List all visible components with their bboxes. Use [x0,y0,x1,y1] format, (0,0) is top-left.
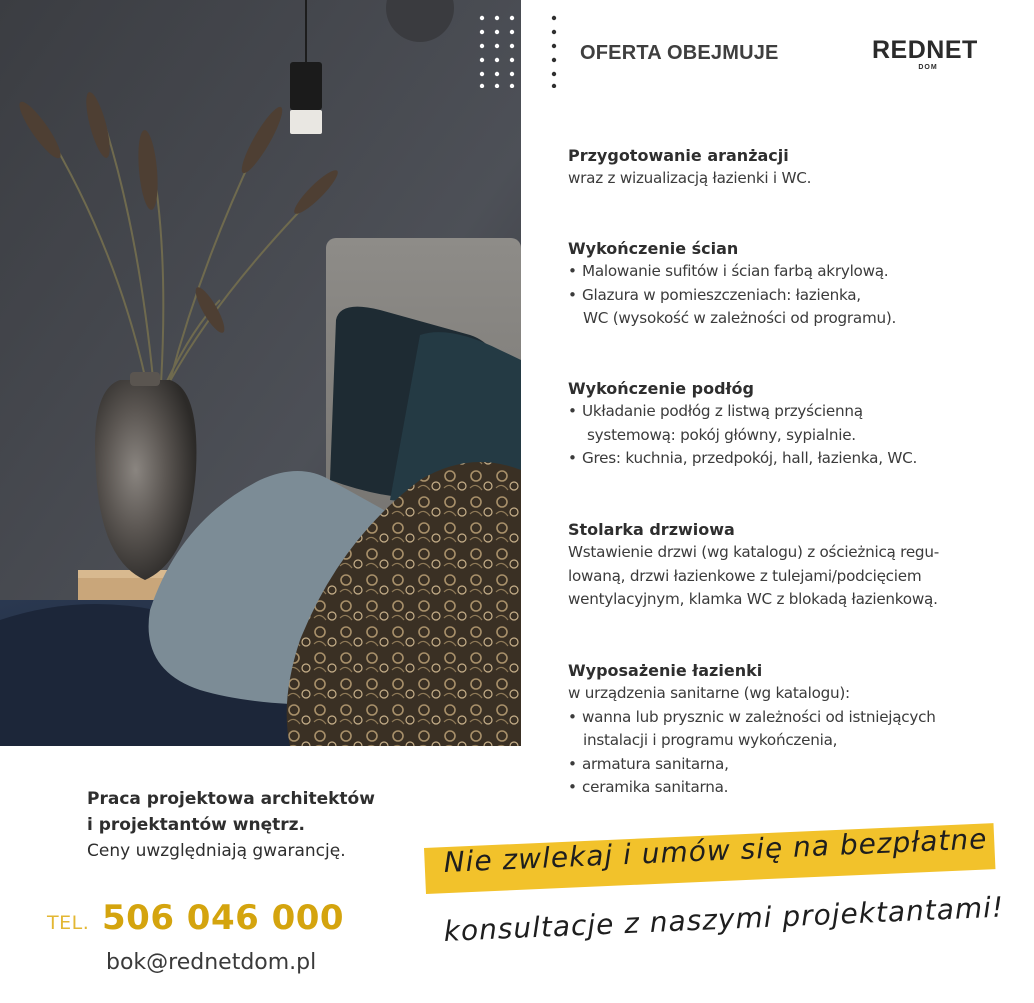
section-title: Wykończenie podłóg [568,379,754,398]
bullet-continuation: instalacji i programu wykończenia, [583,731,838,749]
section-title: Stolarka drzwiowa [568,520,735,539]
section-text: w urządzenia sanitarne (wg katalogu): [568,684,850,702]
section-title: Przygotowanie aranżacji [568,146,789,165]
bullet-mark: • [568,449,577,467]
section-text: Wstawienie drzwi (wg katalogu) z ościeżnicą regu- [568,543,939,561]
section-text: wentylacyjnym, klamka WC z blokadą łazienkową. [568,590,938,608]
logo-subtitle: DOM [918,64,938,71]
bullet-mark: • [568,402,577,420]
bullet-text: ceramika sanitarna. [582,778,729,796]
rednet-logo [872,38,984,78]
bullet-mark: • [568,778,577,796]
bedroom-image [0,0,521,746]
design-note-line: Praca projektowa architektów [87,789,375,809]
section-arrangement [568,144,1018,191]
bullet-mark: • [568,707,577,726]
bullet-text: wanna lub prysznic w zależności od istniejących [582,707,936,726]
phone-label: TEL. [47,912,90,934]
section-bathroom [568,659,1018,800]
section-title: Wyposażenie łazienki [568,661,763,680]
design-note-line: i projektantów wnętrz. [87,815,305,835]
design-note [87,786,467,864]
bullet-item [568,400,1018,424]
interior-photo [0,0,521,746]
section-text: wraz z wizualizacją łazienki i WC. [568,169,812,187]
section-floors [568,377,1018,471]
bullet-text: Gres: kuchnia, przedpokój, hall, łazienka, WC. [582,449,918,467]
phone-number-link[interactable]: 506 046 000 [102,898,345,938]
bullet-text: Układanie podłóg z listwą przyścienną [582,402,863,420]
section-text: lowaną, drzwi łazienkowe z tulejami/podcięciem [568,566,922,585]
bullet-item [568,260,1018,284]
bullet-item [568,284,1018,308]
offer-heading: OFERTA OBEJMUJE [580,42,779,64]
bullet-continuation: systemową: pokój główny, sypialnie. [587,425,856,444]
warranty-note: Ceny uwzględniają gwarancję. [87,841,346,861]
cta-text-line: konsultacje z naszymi projektantami! [443,890,1005,948]
section-doors [568,518,1018,612]
logo-wordmark: REDNET [872,36,978,64]
bullet-text: Glazura w pomieszczeniach: łazienka, [582,285,861,304]
bullet-item [568,753,1018,777]
cta-text-line: Nie zwlekaj i umów się na bezpłatne [443,822,988,879]
bullet-mark: • [568,262,577,280]
bullet-item [568,447,1018,471]
section-walls [568,237,1018,331]
dot-pattern-decoration [478,14,558,88]
bullet-mark: • [568,285,577,304]
bullet-continuation: WC (wysokość w zależności od programu). [583,309,897,327]
bullet-item [568,776,1018,800]
bullet-item [568,706,1018,730]
bullet-text: Malowanie sufitów i ścian farbą akrylową. [582,262,889,280]
section-title: Wykończenie ścian [568,239,739,258]
email-link[interactable]: bok@rednetdom.pl [106,950,317,975]
bullet-mark: • [568,754,577,773]
bullet-text: armatura sanitarna, [582,754,729,773]
